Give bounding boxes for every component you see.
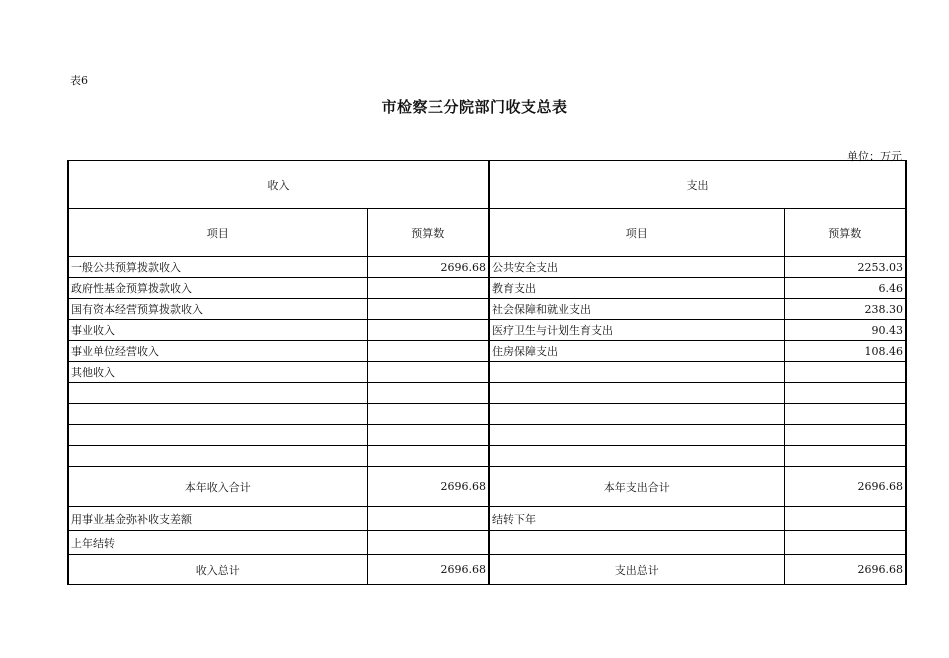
expense-subtotal-amount: 2696.68: [784, 467, 906, 507]
income-item-cell: [68, 404, 367, 425]
income-item-cell: 用事业基金弥补收支差额: [68, 507, 367, 531]
expense-amount-cell: 6.46: [784, 278, 906, 299]
expense-item-header: 项目: [489, 209, 784, 257]
expense-item-cell: 结转下年: [489, 507, 784, 531]
table-row: [68, 362, 906, 383]
income-amount-cell: [367, 320, 489, 341]
income-total-label: 收入总计: [68, 555, 367, 585]
income-amount-cell: [367, 299, 489, 320]
expense-item-cell: [489, 531, 784, 555]
table-row: [68, 507, 906, 531]
table-row: [68, 341, 906, 362]
expense-item-cell: 公共安全支出: [489, 257, 784, 278]
expense-amount-cell: [784, 404, 906, 425]
expense-header: 支出: [489, 161, 906, 209]
income-item-cell: 一般公共预算拨款收入: [68, 257, 367, 278]
table-row: [68, 404, 906, 425]
expense-budget-header: 预算数: [784, 209, 906, 257]
table-row: [68, 383, 906, 404]
expense-amount-cell: 2253.03: [784, 257, 906, 278]
unit-label: 单位：万元: [847, 150, 902, 163]
income-amount-cell: 2696.68: [367, 257, 489, 278]
table-row: [68, 257, 906, 278]
expense-amount-cell: 108.46: [784, 341, 906, 362]
income-item-cell: [68, 383, 367, 404]
income-subtotal-amount: 2696.68: [367, 467, 489, 507]
expense-item-cell: [489, 425, 784, 446]
income-amount-cell: [367, 446, 489, 467]
expense-item-cell: [489, 404, 784, 425]
table-row: [68, 425, 906, 446]
page-title: 市检察三分院部门收支总表: [381, 98, 568, 116]
expense-item-cell: [489, 446, 784, 467]
table-row: [68, 320, 906, 341]
income-item-cell: [68, 425, 367, 446]
expense-subtotal-label: 本年支出合计: [489, 467, 784, 507]
expense-total-amount: 2696.68: [784, 555, 906, 585]
expense-amount-cell: [784, 446, 906, 467]
income-item-header: 项目: [68, 209, 367, 257]
table-row: [68, 446, 906, 467]
expense-amount-cell: 238.30: [784, 299, 906, 320]
expense-amount-cell: [784, 383, 906, 404]
income-item-cell: 事业收入: [68, 320, 367, 341]
income-item-cell: 事业单位经营收入: [68, 341, 367, 362]
expense-item-cell: [489, 362, 784, 383]
income-budget-header: 预算数: [367, 209, 489, 257]
income-expense-table: [67, 160, 907, 585]
income-item-cell: [68, 446, 367, 467]
table-row: [68, 531, 906, 555]
expense-item-cell: 医疗卫生与计划生育支出: [489, 320, 784, 341]
income-amount-cell: [367, 531, 489, 555]
income-amount-cell: [367, 341, 489, 362]
income-total-amount: 2696.68: [367, 555, 489, 585]
expense-item-cell: 社会保障和就业支出: [489, 299, 784, 320]
table-number-label: 表6: [70, 74, 88, 87]
income-amount-cell: [367, 425, 489, 446]
table-row: [68, 278, 906, 299]
income-amount-cell: [367, 404, 489, 425]
expense-item-cell: 住房保障支出: [489, 341, 784, 362]
income-item-cell: 政府性基金预算拨款收入: [68, 278, 367, 299]
expense-item-cell: [489, 383, 784, 404]
income-amount-cell: [367, 507, 489, 531]
income-item-cell: 国有资本经营预算拨款收入: [68, 299, 367, 320]
expense-amount-cell: [784, 531, 906, 555]
income-amount-cell: [367, 278, 489, 299]
table-row: [68, 299, 906, 320]
income-item-cell: 其他收入: [68, 362, 367, 383]
income-header: 收入: [68, 161, 489, 209]
expense-item-cell: 教育支出: [489, 278, 784, 299]
income-subtotal-label: 本年收入合计: [68, 467, 367, 507]
income-item-cell: 上年结转: [68, 531, 367, 555]
income-amount-cell: [367, 383, 489, 404]
expense-total-label: 支出总计: [489, 555, 784, 585]
expense-amount-cell: [784, 362, 906, 383]
expense-amount-cell: [784, 425, 906, 446]
income-amount-cell: [367, 362, 489, 383]
expense-amount-cell: [784, 507, 906, 531]
expense-amount-cell: 90.43: [784, 320, 906, 341]
